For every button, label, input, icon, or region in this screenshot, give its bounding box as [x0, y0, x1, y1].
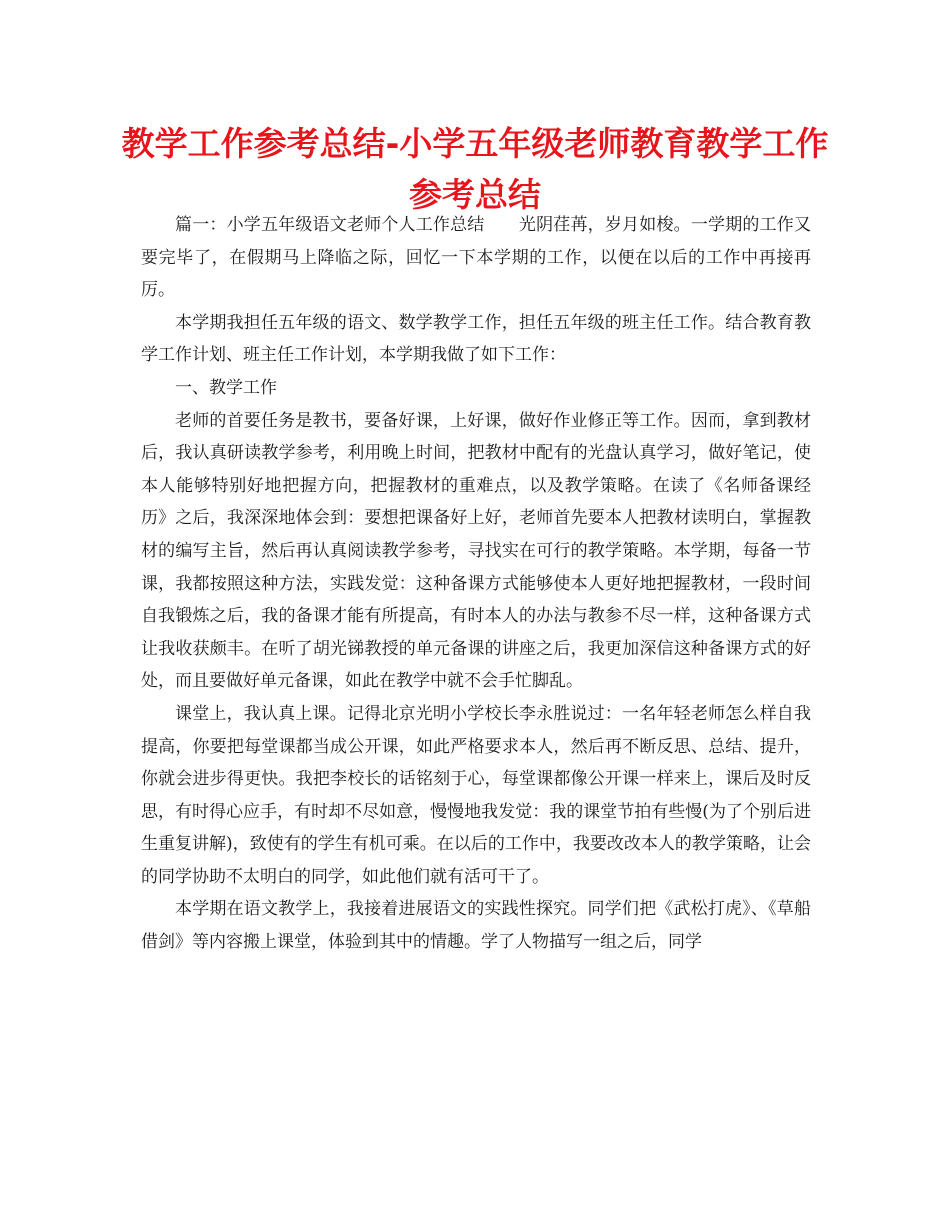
paragraph-lesson-prep: 老师的首要任务是教书，要备好课，上好课，做好作业修正等工作。因而，拿到教材后，我认真研读教学参考，利用晚上时间，把教材中配有的光盘认真学习，做好笔记，使本人能够特别好地把握方向，把握教材的重难点，以及教学策略。在读了《名师备课经历》之后，我深深地体会到：要想把课备好上好，老师首先要本人把教材读明白，掌握教材的编写主旨，然后再认真阅读教学参考，寻找实在可行的教学策略。本学期，每备一节课，我都按照这种方法，实践发觉：这种备课方式能够使本人更好地把握教材，一段时间自我锻炼之后，我的备课才能有所提高，有时本人的办法与教参不尽一样，这种备课方式让我收获颇丰。在听了胡光锑教授的单元备课的讲座之后，我更加深信这种备课方式的好处，而且要做好单元备课，如此在教学中就不会手忙脚乱。 [141, 410, 811, 692]
paragraph-intro: 篇一：小学五年级语文老师个人工作总结 光阴荏苒，岁月如梭。一学期的工作又要完毕了，在假期马上降临之际，回忆一下本学期的工作，以便在以后的工作中再接再厉。 [141, 215, 811, 301]
paragraph-chinese-teaching: 本学期在语文教学上，我接着进展语文的实践性探究。同学们把《武松打虎》、《草船借剑》等内容搬上课堂，体验到其中的情趣。学了人物描写一组之后，同学 [141, 899, 811, 953]
paragraph-classroom: 课堂上，我认真上课。记得北京光明小学校长李永胜说过：一名年轻老师怎么样自我提高，你要把每堂课都当成公开课，如此严格要求本人，然后再不断反思、总结、提升，你就会进步得更快。我把李校长的话铭刻于心，每堂课都像公开课一样来上，课后及时反思，有时得心应手，有时却不尽如意，慢慢地我发觉：我的课堂节拍有些慢(为了个别后进生重复讲解)，致使有的学生有机可乘。在以后的工作中，我要改改本人的教学策略，让会的同学协助不太明白的同学，如此他们就有活可干了。 [141, 703, 811, 887]
paragraph-duties: 本学期我担任五年级的语文、数学教学工作，担任五年级的班主任工作。结合教育教学工作计划、班主任工作计划，本学期我做了如下工作： [141, 312, 811, 366]
section-heading-teaching: 一、教学工作 [175, 377, 277, 398]
document-title: 教学工作参考总结-小学五年级老师教育教学工作参考总结 [121, 124, 829, 214]
document-body [141, 209, 811, 959]
